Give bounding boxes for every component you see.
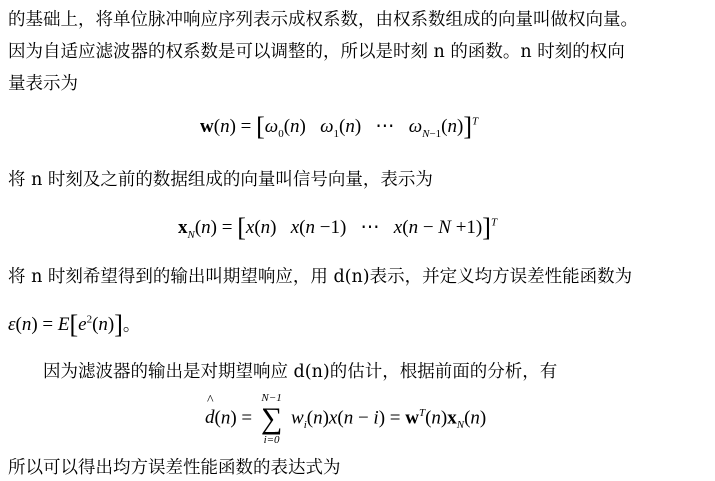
paragraph-line-2: 因为自适应滤波器的权系数是可以调整的，所以是时刻 n 的函数。n 时刻的权向: [8, 42, 625, 62]
paragraph-line-8: 所以可以得出均方误差性能函数的表达式为: [8, 458, 341, 478]
paragraph-line-1: 的基础上，将单位脉冲响应序列表示成权系数，由权系数组成的向量叫做权向量。: [8, 10, 638, 30]
equation-output-estimate: ^ d(n) = N−1 ∑ i=0 $w_i(n)x(n - i) = w^T(n)x_N(n)$: [205, 392, 486, 446]
paragraph-line-4: 将 n 时刻及之前的数据组成的向量叫信号向量，表示为: [8, 170, 433, 190]
equation-mse: $\varepsilon(n) = E[e^2(n)]$: [8, 310, 123, 340]
paragraph-line-7: 因为滤波器的输出是对期望响应 d(n)的估计，根据前面的分析，有: [43, 362, 558, 382]
equation-signal-vector: $x_N(n) = [x(n)$ x(n −1) ⋯ x(n − N +1)]$^T$: [178, 213, 498, 242]
line-6-suffix: 。: [122, 315, 141, 336]
equation-weight-vector: $w(n) = [\omega_0(n)$ $\omega_1(n)$ ⋯ $\omega_{N-1}(n)]^T$: [200, 112, 479, 141]
paragraph-line-3: 量表示为: [8, 74, 78, 94]
paragraph-line-5: 将 n 时刻希望得到的输出叫期望响应，用 d(n)表示，并定义均方误差性能函数为: [8, 267, 633, 287]
summation-symbol: N−1 ∑ i=0: [260, 392, 283, 446]
paragraph-line-6: [8, 308, 141, 340]
